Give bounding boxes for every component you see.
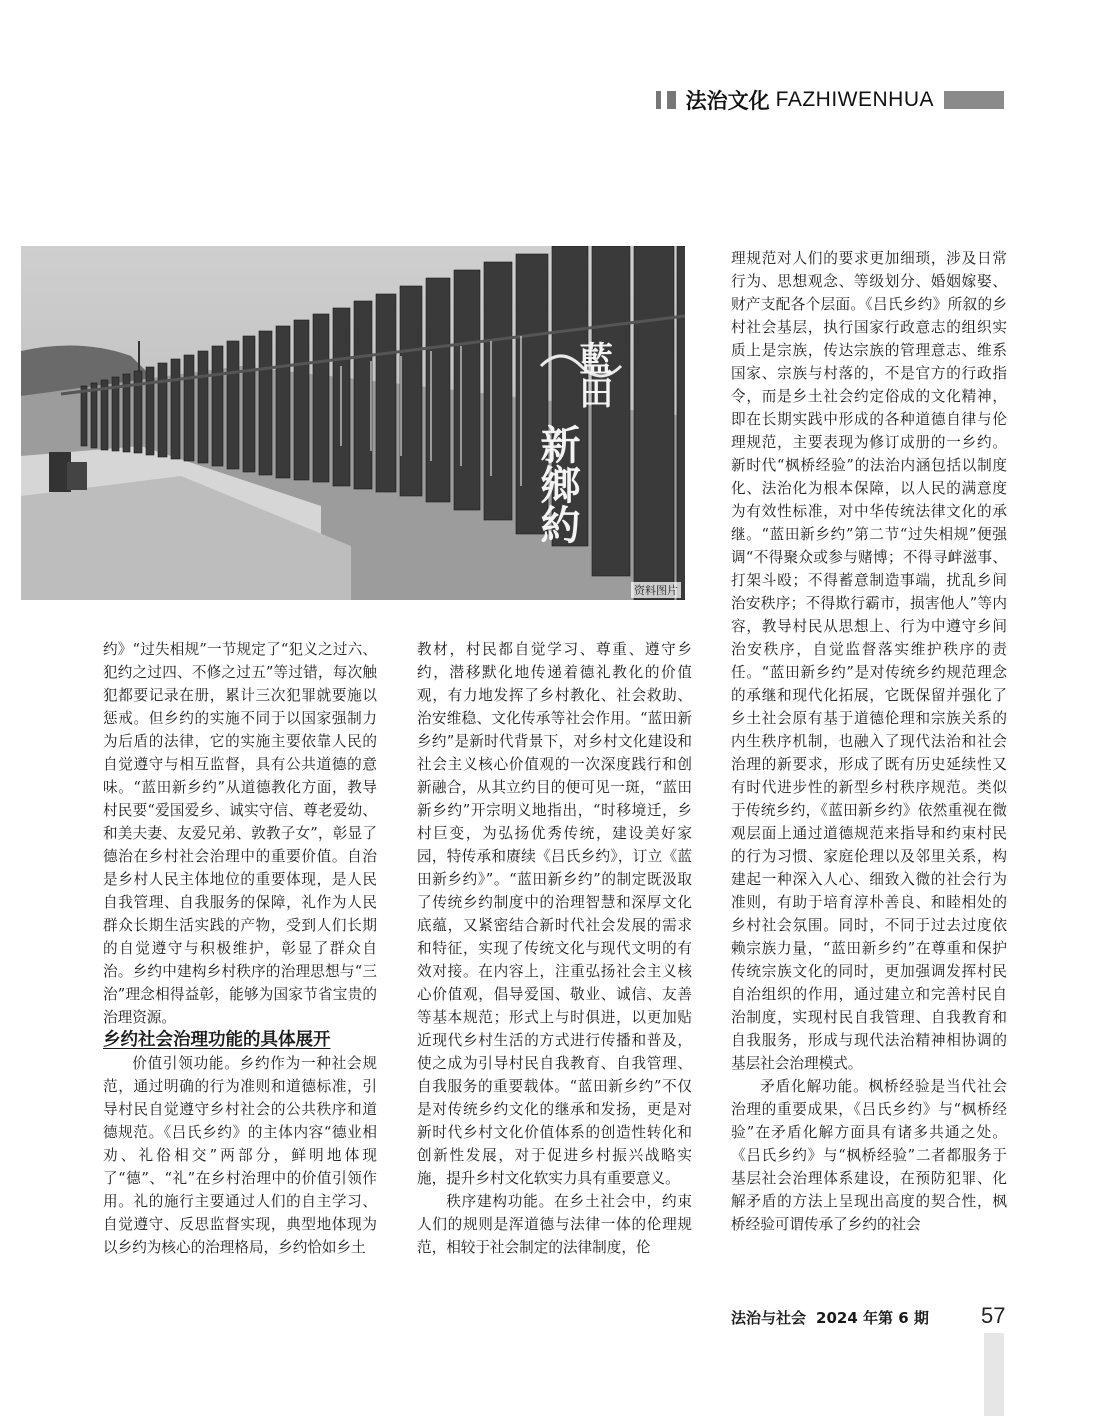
paragraph: 秩序建构功能。在乡土社会中，约束人们的规则是浑道德与法律一体的伦理规范，相较于社会制定的法律制度，伦 [417, 1193, 692, 1256]
paragraph: 约》“过失相规”一节规定了“犯义之过六、犯约之过四、不修之过五”等过错，每次触犯都要记录在册，累计三次犯罪就要施以惩戒。但乡约的实施不同于以国家强制力为后盾的法律，它的实施主要依靠人民的自觉遵守与相互监督，具有公共道德的意味。“蓝田新乡约”从道德教化方面，教导村民要“爱国爱乡、诚实守信、尊老爱幼、和美夫妻、友爱兄弟、敦教子女”，彰显了德治在乡村社会治理中的重要价值。自治是乡村人民主体地位的重要体现，是人民自我管理、自我服务的保障，礼作为人民群众长期生活实践的产物，受到人们长期的自觉遵守与积极维护，彰显了群众自治。乡约中建构乡村秩序的治理思想与“三治”理念相得益彰，能够为国家节省宝贵的治理资源。 [103, 641, 377, 1026]
paragraph: 理规范对人们的要求更加细琐，涉及日常行为、思想观念、等级划分、婚姻嫁娶、财产支配各个层面。《吕氏乡约》所叙的乡村社会基层，执行国家行政意志的组织实质上是宗族，传达宗族的管理意志、维系国家、宗族与村落的，不是官方的行政指令，而是乡土社会约定俗成的文化精神，即在长期实践中形成的各种道德自律与伦理规范，主要表现为修订成册的一乡约。新时代“枫桥经验”的法治内涵包括以制度化、法治化为根本保障，以人民的满意度为有效性标准，对中华传统法律文化的承继。“蓝田新乡约”第二节“过失相规”便强调“不得聚众或参与赌博；不得寻衅滋事、打架斗殴；不得蓄意制造事端，扰乱乡间治安秩序；不得欺行霸市，损害他人”等内容，教导村民从思想上、行为中遵守乡间治安秩序，自觉监督落实维护秩序的责任。“蓝田新乡约”是对传统乡约规范理念的承继和现代化拓展，它既保留并强化了乡土社会原有基于道德伦理和宗族关系的内生秩序机制，也融入了现代法治和社会治理的新要求，形成了既有历史延续性又有时代进步性的新型乡村秩序规范。类似于传统乡约，《蓝田新乡约》依然重视在微观层面上通过道德规范来指导和约束村民的行为习惯、家庭伦理以及邻里关系，构建起一种深入人心、细致入微的社会行为准则，有助于培育淳朴善良、和睦相处的乡村社会氛围。同时，不同于过去过度依赖宗族力量，“蓝田新乡约”在尊重和保护传统宗族文化的同时，更加强调发挥村民自治组织的作用，通过建立和完善村民自治制度，实现村民自我管理、自我教育和自我服务，形成与现代法治精神相协调的基层社会治理模式。 [731, 250, 1007, 1072]
section-heading: 乡约社会治理功能的具体展开 [103, 1030, 331, 1050]
header-bar-decoration [656, 91, 661, 109]
article-photo [21, 246, 685, 600]
article-column-2 [417, 638, 692, 1259]
section-title-en: FAZHIWENHUA [775, 88, 934, 111]
photo-credit: 资料图片 [631, 582, 681, 598]
paragraph: 价值引领功能。乡约作为一种社会规范，通过明确的行为准则和道德标准，引导村民自觉遵守乡村社会的公共秩序和道德规范。《吕氏乡约》的主体内容“德业相劝、礼俗相交”两部分，鲜明地体现了“德”、“礼”在乡村治理中的价值引领作用。礼的施行主要通过人们的自主学习、自觉遵守、反思监督实现，典型地体现为以乡约为核心的治理格局，乡约恰如乡土 [103, 1055, 377, 1256]
section-title-cn: 法治文化 [685, 89, 770, 113]
page-number: 57 [981, 1303, 1006, 1328]
page-footer [731, 1307, 983, 1328]
header-bar-decoration [944, 91, 1004, 109]
magazine-name: 法治与社会 [731, 1309, 807, 1327]
issue-label: 2024 年第 6 期 [816, 1309, 929, 1327]
paragraph: 矛盾化解功能。枫桥经验是当代社会治理的重要成果，《吕氏乡约》与“枫桥经验”在矛盾化解方面具有诸多共通之处。《吕氏乡约》与“枫桥经验”二者都服务于基层社会治理体系建设，在预防犯罪、化解矛盾的方法上呈现出高度的契合性，枫桥经验可谓传承了乡约的社会 [731, 1078, 1007, 1233]
article-column-1 [103, 638, 377, 1259]
stele-title-lantian: 藍田 [572, 341, 613, 409]
section-header [656, 87, 1004, 113]
side-strip-decoration [984, 1333, 1004, 1416]
paragraph: 教材，村民都自觉学习、尊重、遵守乡约，潜移默化地传递着德礼教化的价值观，有力地发挥了乡村教化、社会救助、治安维稳、文化传承等社会作用。“蓝田新乡约”是新时代背景下，对乡村文化建设和社会主义核心价值观的一次深度践行和创新融合，从其立约目的便可见一斑，“蓝田新乡约”开宗明义地指出，“时移境迁，乡村巨变，为弘扬优秀传统，建设美好家园，特传承和赓续《吕氏乡约》，订立《蓝田新乡约》”。“蓝田新乡约”的制定既汲取了传统乡约制度中的治理智慧和深厚文化底蕴，又紧密结合新时代社会发展的需求和特征，实现了传统文化与现代文明的有效对接。在内容上，注重弘扬社会主义核心价值观，倡导爱国、敬业、诚信、友善等基本规范；形式上与时俱进，以更加贴近现代乡村生活的方式进行传播和普及，使之成为引导村民自我教育、自我管理、自我服务的重要载体。“蓝田新乡约”不仅是对传统乡约文化的继承和发扬，更是对新时代乡村文化价值体系的创造性转化和创新性发展，对于促进乡村振兴战略实施，提升乡村文化软实力具有重要意义。 [417, 641, 692, 1187]
header-bar-decoration [667, 91, 676, 109]
stele-title-xinxiangyue: 新鄉約 [534, 424, 580, 544]
photo-illustration [21, 246, 685, 600]
article-column-3 [731, 247, 1007, 1236]
